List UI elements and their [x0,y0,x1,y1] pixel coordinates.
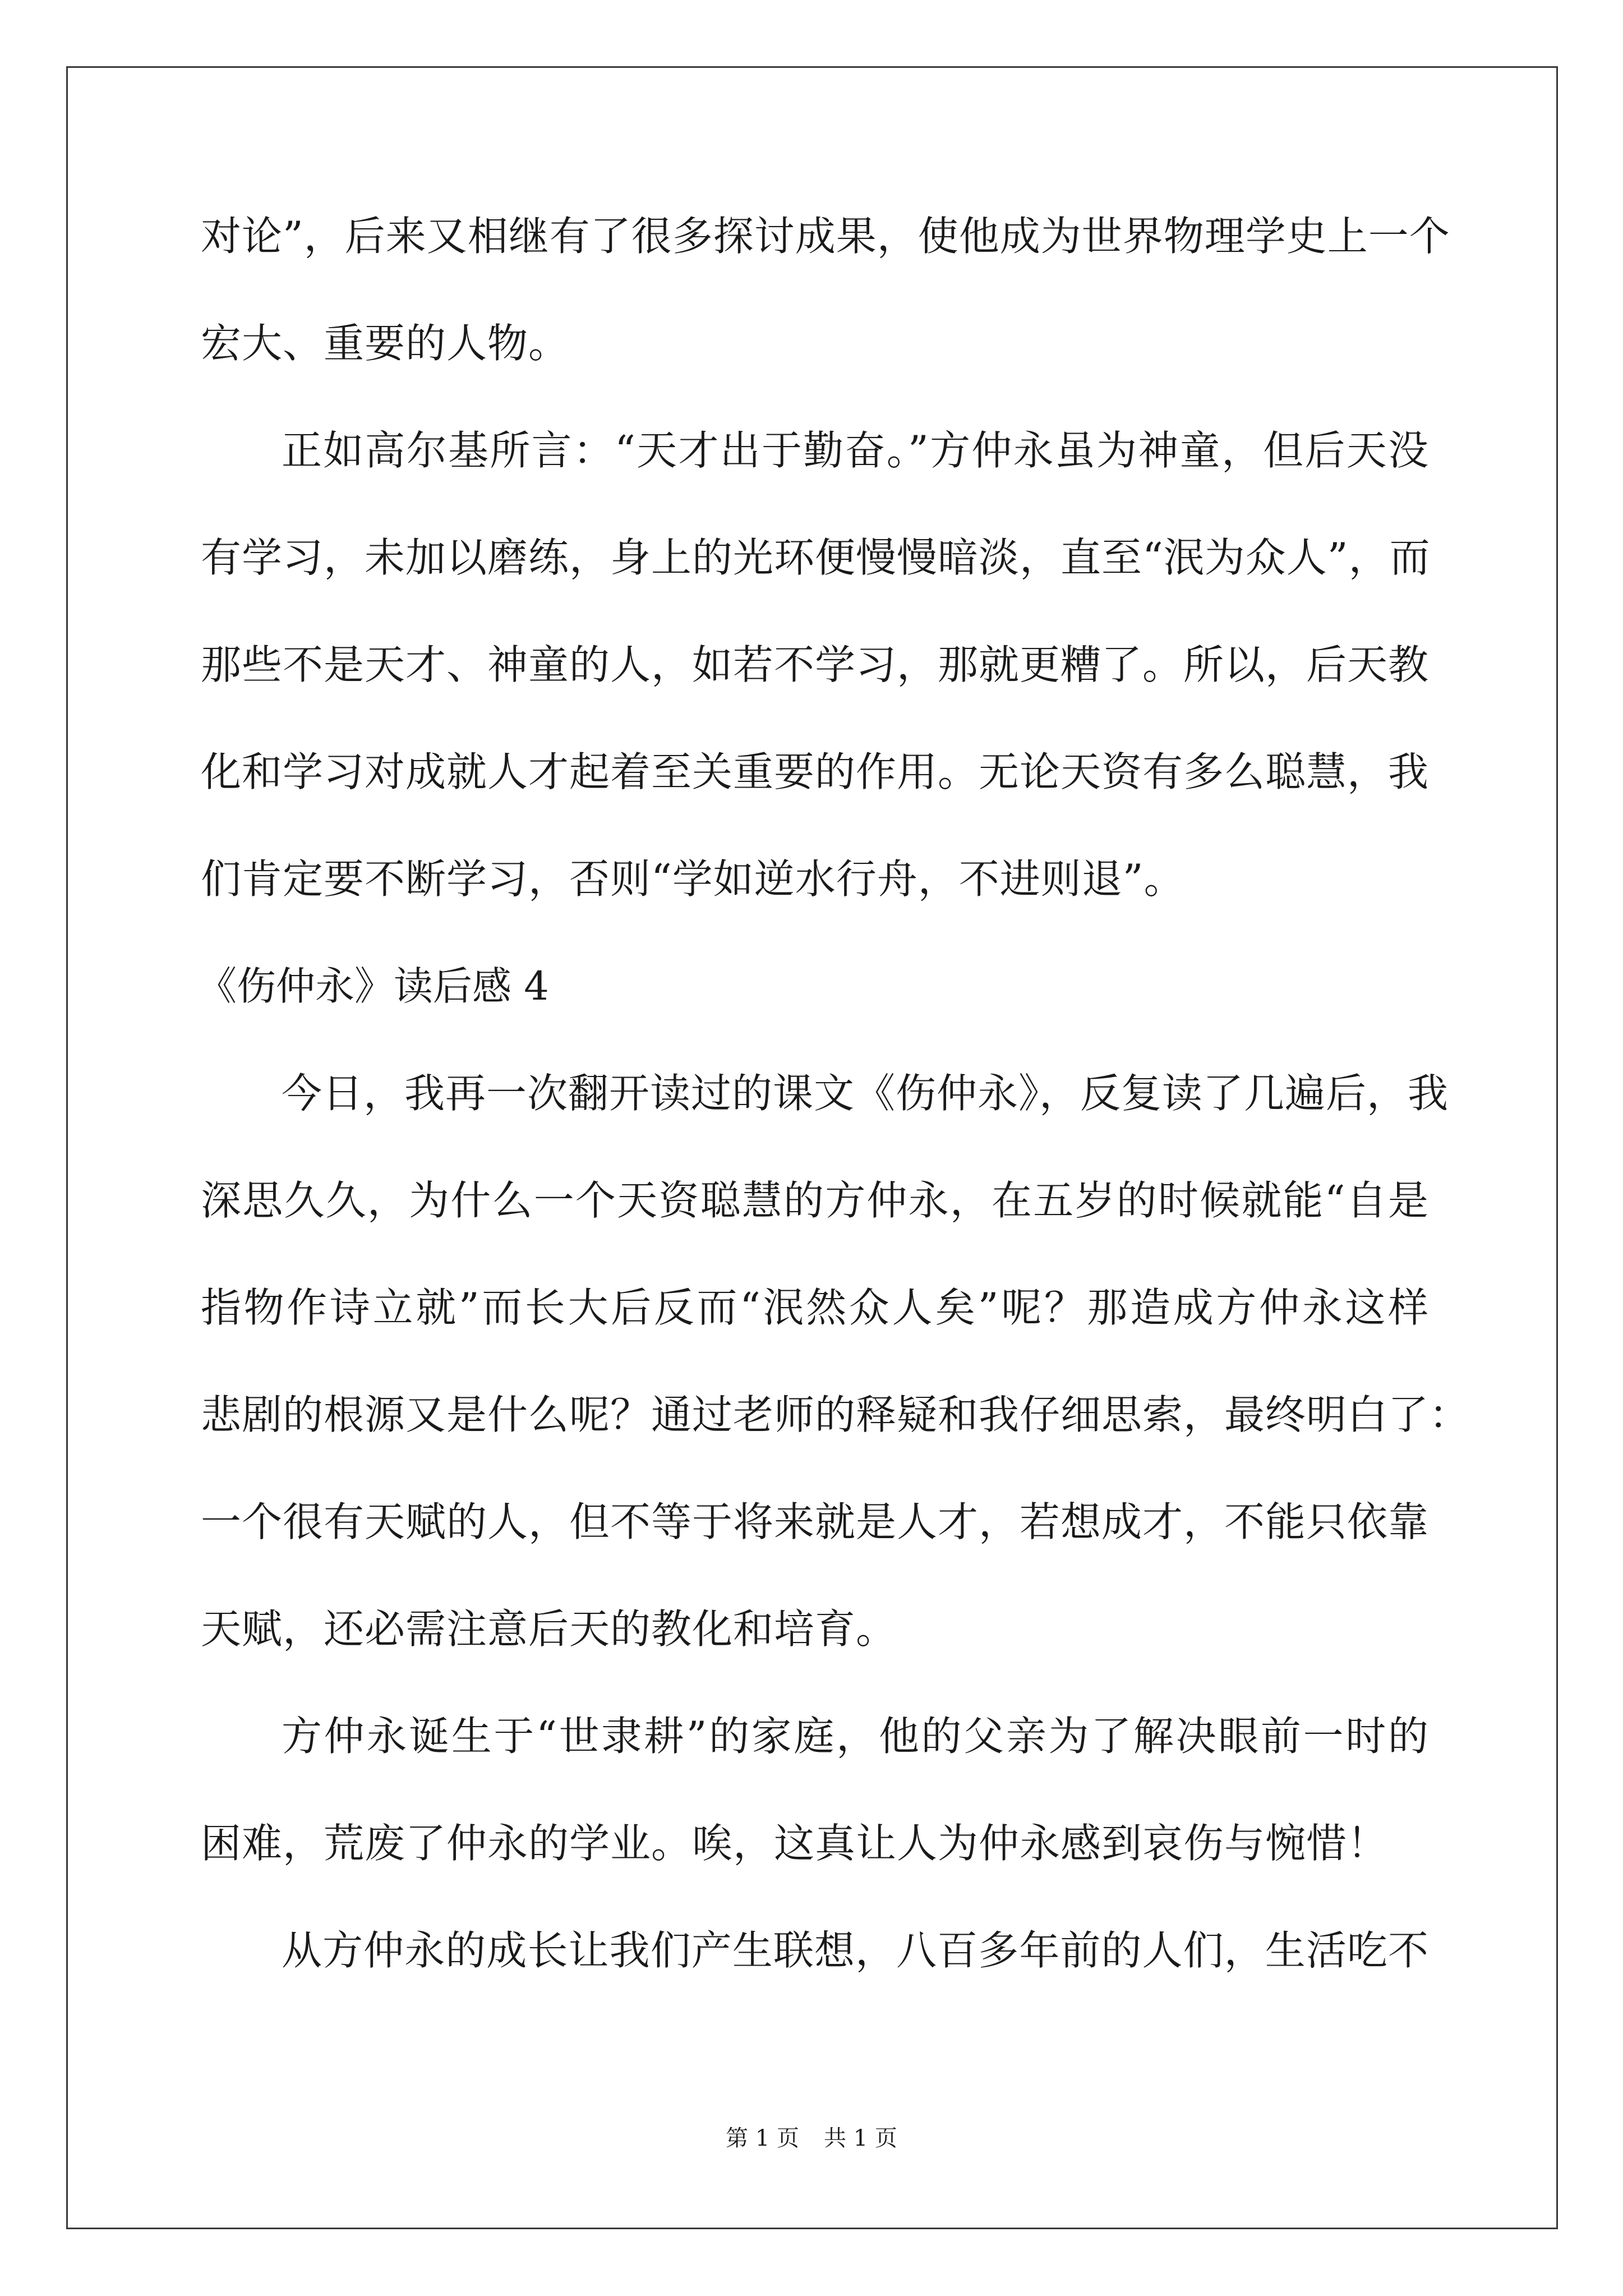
text-line-16: 从方仲永的成长让我们产生联想，八百多年前的人们，生活吃不 [282,1927,1429,1974]
text-line-14: 方仲永诞生于“世隶耕”的家庭，他的父亲为了解决眼前一时的 [282,1713,1429,1760]
text-line-3: 正如高尔基所言：“天才出于勤奋。”方仲永虽为神童，但后天没 [282,427,1429,474]
text-line-12: 一个很有天赋的人，但不等于将来就是人才，若想成才，不能只依靠 [201,1498,1430,1545]
text-line-10: 指物作诗立就”而长大后反而“泯然众人矣”呢？那造成方仲永这样 [201,1284,1429,1331]
text-line-15: 困难，荒废了仲永的学业。唉，这真让人为仲永感到哀伤与惋惜！ [201,1820,1389,1867]
text-line-9: 深思久久，为什么一个天资聪慧的方仲永，在五岁的时候就能“自是 [201,1177,1429,1224]
section-heading: 《伤仲永》读后感 4 [197,963,549,1009]
text-line-13: 天赋，还必需注意后天的教化和培育。 [201,1605,897,1653]
page-total: 共 1 页 [824,2125,897,2151]
text-line-1: 对论”，后来又相继有了很多探讨成果，使他成为世界物理学史上一个 [201,213,1450,260]
text-line-6: 化和学习对成就人才起着至关重要的作用。无论天资有多么聪慧，我 [201,748,1430,795]
text-line-4: 有学习，未加以磨练，身上的光环便慢慢暗淡，直至“泯为众人”，而 [201,534,1431,581]
text-line-5: 那些不是天才、神童的人，如若不学习，那就更糟了。所以，后天教 [201,641,1430,688]
text-line-2: 宏大、重要的人物。 [201,320,570,367]
text-line-11: 悲剧的根源又是什么呢？通过老师的释疑和我仔细思索，最终明白了： [201,1391,1470,1438]
page-number: 第 1 页 [726,2125,799,2151]
text-line-7: 们肯定要不断学习，否则“学如逆水行舟，不进则退”。 [201,855,1185,903]
text-line-8: 今日，我再一次翻开读过的课文《伤仲永》，反复读了几遍后，我 [282,1070,1449,1117]
page-footer [0,2126,1623,2151]
document-body [197,213,1470,2037]
